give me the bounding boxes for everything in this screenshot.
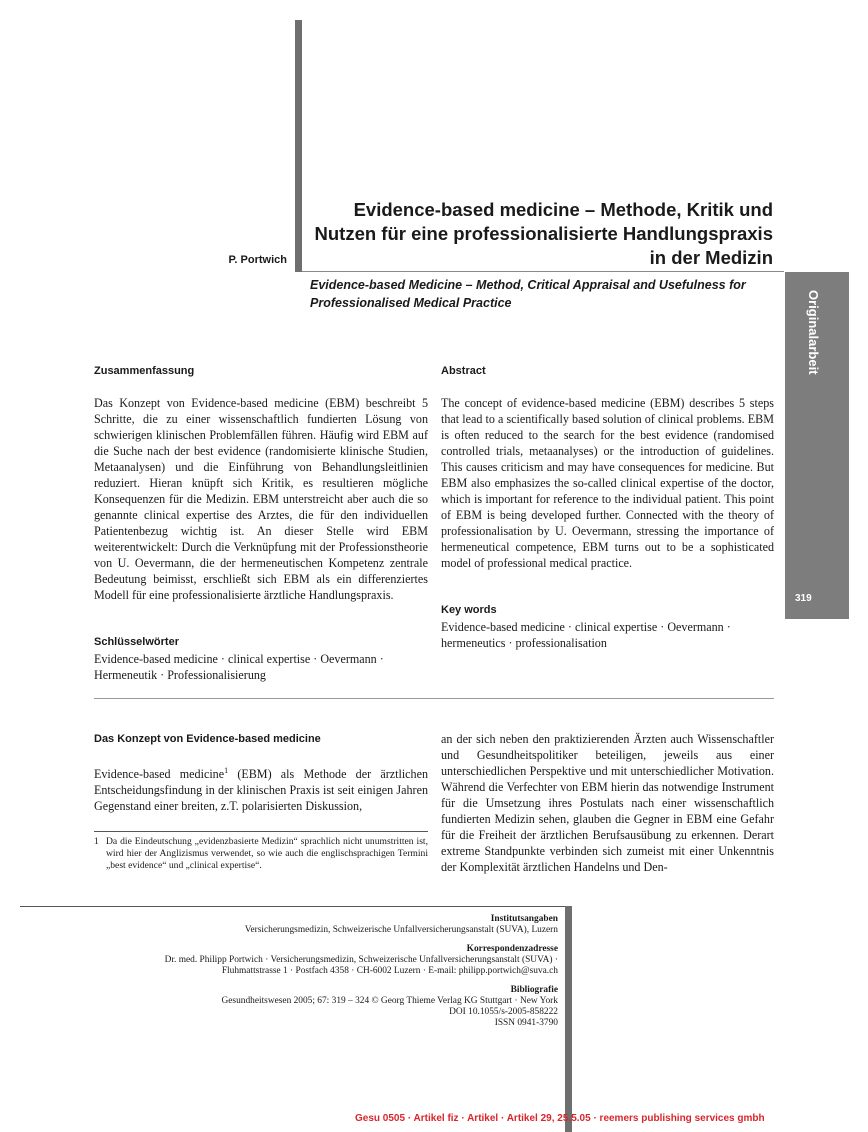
correspondence-heading: Korrespondenzadresse	[466, 944, 558, 954]
abstract-heading: Abstract	[441, 365, 486, 377]
footnote-rule	[94, 831, 428, 832]
bibliography-issn: ISSN 0941-3790	[494, 1018, 558, 1028]
title-vertical-bar	[295, 20, 302, 272]
info-rule	[20, 906, 565, 907]
body-section-heading: Das Konzept von Evidence-based medicine	[94, 733, 321, 745]
abstract-text: The concept of evidence-based medicine (EBM) describes 5 steps that lead to a scientifically based solution of clinical problems. EBM is often reduced to the search for the best evidence (randomised controlled trials, metaanalyses) or the introduction of guidelines. This causes criticism and may have consequences for medicine. But EBM also emphasizes the so-called clinical expertise of the doctor, which is important for reference to the individual patient. This point of EBM is being developed further. Connected with the theory of professionalisation by U. Oevermann, stressing the importance of hermeneutical competence, EBM turns out to be a sophisticated model of professional medical practice.	[441, 396, 774, 570]
footnote-number: 1	[94, 836, 99, 847]
correspondence-line-2	[60, 966, 558, 977]
institution-heading: Institutsangaben	[490, 914, 558, 924]
info-vertical-bar	[565, 906, 572, 1132]
keywords-en: Evidence-based medicine · clinical expertise · Oevermann · hermeneutics · professionalisation	[441, 620, 731, 650]
footnote	[94, 836, 428, 872]
correspondence-line-2-text[interactable]: Fluhmattstrasse 1 · Postfach 4358 · CH-6002 Luzern · E-mail: philipp.portwich@suva.ch	[221, 966, 558, 976]
keywords-en-heading: Key words	[441, 604, 497, 616]
correspondence-line-1: Dr. med. Philipp Portwich · Versicherungsmedizin, Schweizerische Unfallversicherungsanstalt (SUVA) ·	[164, 955, 558, 965]
footnote-marker[interactable]: 1	[224, 766, 229, 775]
footnote-text: Da die Eindeutschung „evidenzbasierte Medizin“ sprachlich nicht unumstritten ist, wird hier der Anglizismus verwendet, so wie auch die englischsprachigen Termini „best evidence“ und „clinical expertise“.	[106, 836, 428, 871]
info-block	[60, 914, 558, 1029]
print-footer: Gesu 0505 · Artikel fiz · Artikel · Artikel 29, 25.5.05 · reemers publishing services gmbh	[355, 1113, 765, 1124]
body-left-start: Evidence-based medicine	[94, 767, 225, 782]
page-number: 319	[795, 593, 812, 604]
body-left-paragraph	[94, 763, 428, 814]
section-separator	[94, 698, 774, 699]
section-tab-label: Originalarbeit	[806, 290, 821, 375]
bibliography-line-1: Gesundheitswesen 2005; 67: 319 – 324 © Georg Thieme Verlag KG Stuttgart · New York	[221, 996, 558, 1006]
institution-text: Versicherungsmedizin, Schweizerische Unfallversicherungsanstalt (SUVA), Luzern	[244, 925, 558, 935]
article-title: Evidence-based medicine – Methode, Kritik und Nutzen für eine professionalisierte Handlungspraxis in der Medizin	[314, 199, 773, 268]
bibliography-doi[interactable]: DOI 10.1055/s-2005-858222	[449, 1007, 558, 1017]
bibliography-heading: Bibliografie	[510, 985, 558, 995]
body-right-paragraph: an der sich neben den praktizierenden Ärzten auch Wissenschaftler und Gesundheitspolitiker beteiligen, jeweils aus einer unterschiedlichen Perspektive und mit unterschiedlicher Motivation. Während die Verfechter von EBM hierin das notwendige Instrument für die Umsetzung ihres Postulats nach einer wissenschaftlich fundierten Medizin sehen, glauben die Gegner in EBM eine Gefahr für die Freiheit der ärztlichen Berufsausübung zu erkennen. Derart extreme Standpunkte verbinden sich zumeist mit einer Unkenntnis der Komplexität ärztlichen Handelns und Den-	[441, 732, 774, 874]
article-subtitle-en: Evidence-based Medicine – Method, Critical Appraisal and Usefulness for Professionalised Medical Practice	[310, 278, 746, 310]
keywords-de: Evidence-based medicine · clinical expertise · Oevermann · Hermeneutik · Professionalisierung	[94, 652, 384, 682]
title-underline	[302, 271, 784, 272]
article-author: P. Portwich	[228, 254, 287, 266]
summary-heading: Zusammenfassung	[94, 365, 195, 377]
summary-text: Das Konzept von Evidence-based medicine (EBM) beschreibt 5 Schritte, die zu einer wissenschaftlich fundierten Lösung von schwierigen klinischen Problemfällen führen. Häufig wird EBM auf die Suche nach der best evidence (randomisierte klinische Studien, Metaanalysen) und die Einführung von Behandlungsleitlinien reduziert. Hieran knüpft sich Kritik, es resultieren mögliche Konsequenzen für die Medizin. EBM unterstreicht aber auch die so genannte clinical expertise des Arztes, die für den individuellen Patientenbezug wichtig ist. An dieser Stelle wird EBM weiterentwickelt: Durch die Verknüpfung mit der Professionstheorie von U. Oevermann, die der hermeneutischen Kompetenz zentrale Bedeutung beimisst, erschließt sich EBM als ein differenziertes Modell für eine professionalisierte ärztliche Handlungspraxis.	[94, 396, 428, 602]
keywords-de-heading: Schlüsselwörter	[94, 636, 179, 648]
body-left-rest: (EBM) als Methode der ärztlichen Entscheidungsfindung in der klinischen Praxis ist seit einigen Jahren Gegenstand einer breiten, z.T. polarisierten Diskussion,	[94, 767, 429, 814]
